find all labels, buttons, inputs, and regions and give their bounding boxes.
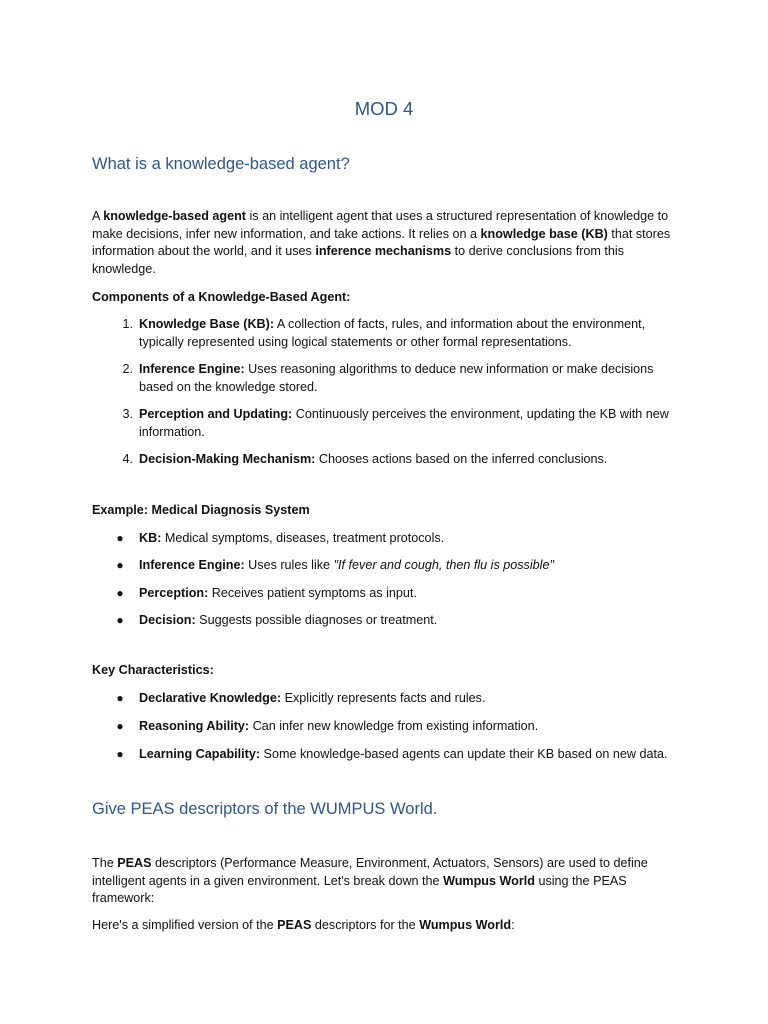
question-1-heading: What is a knowledge-based agent? (92, 155, 350, 173)
bullet-icon: ● (116, 586, 124, 600)
characteristic-item: ● Reasoning Ability: Can infer new knowledge from existing information. (139, 718, 675, 736)
question-2-heading: Give PEAS descriptors of the WUMPUS World. (92, 800, 438, 818)
components-heading: Components of a Knowledge-Based Agent: (92, 290, 351, 304)
list-number: 4. (122, 452, 133, 466)
list-number: 1. (122, 317, 133, 331)
example-item: ● KB: Medical symptoms, diseases, treatment protocols. (139, 530, 675, 548)
component-item: 2. Inference Engine: Uses reasoning algorithms to deduce new information or make decisions based on the knowledge stored. (139, 361, 675, 396)
characteristic-item: ● Declarative Knowledge: Explicitly represents facts and rules. (139, 690, 675, 708)
component-item: 3. Perception and Updating: Continuously perceives the environment, updating the KB with new information. (139, 406, 675, 441)
list-number: 2. (122, 362, 133, 376)
bullet-icon: ● (116, 531, 124, 545)
example-item: ● Perception: Receives patient symptoms as input. (139, 585, 675, 603)
example-heading: Example: Medical Diagnosis System (92, 503, 310, 517)
bullet-icon: ● (116, 747, 124, 761)
example-item: ● Inference Engine: Uses rules like "If fever and cough, then flu is possible" (139, 557, 675, 575)
module-title: MOD 4 (354, 98, 414, 119)
bullet-icon: ● (116, 719, 124, 733)
characteristics-heading: Key Characteristics: (92, 663, 214, 677)
bullet-icon: ● (116, 558, 124, 572)
q1-intro-paragraph: A knowledge-based agent is an intelligent agent that uses a structured representation of knowledge to make decisions, infer new information, and take actions. It relies on a knowledge base (KB) that stores information about the world, and it uses inference mechanisms to derive conclusions from this knowledge. (92, 209, 671, 276)
q2-intro-paragraph: The PEAS descriptors (Performance Measure, Environment, Actuators, Sensors) are used to define intelligent agents in a given environment. Let's break down the Wumpus World using the PEAS framework: (92, 856, 648, 906)
characteristic-item: ● Learning Capability: Some knowledge-based agents can update their KB based on new data. (139, 746, 675, 764)
component-item: 4. Decision-Making Mechanism: Chooses actions based on the inferred conclusions. (139, 451, 675, 469)
component-item: 1. Knowledge Base (KB): A collection of facts, rules, and information about the environment, typically represented using logical statements or other formal representations. (139, 316, 675, 351)
bullet-icon: ● (116, 691, 124, 705)
example-item: ● Decision: Suggests possible diagnoses or treatment. (139, 612, 675, 630)
bullet-icon: ● (116, 613, 124, 627)
list-number: 3. (122, 407, 133, 421)
q2-simplified-paragraph: Here's a simplified version of the PEAS descriptors for the Wumpus World: (92, 918, 515, 932)
